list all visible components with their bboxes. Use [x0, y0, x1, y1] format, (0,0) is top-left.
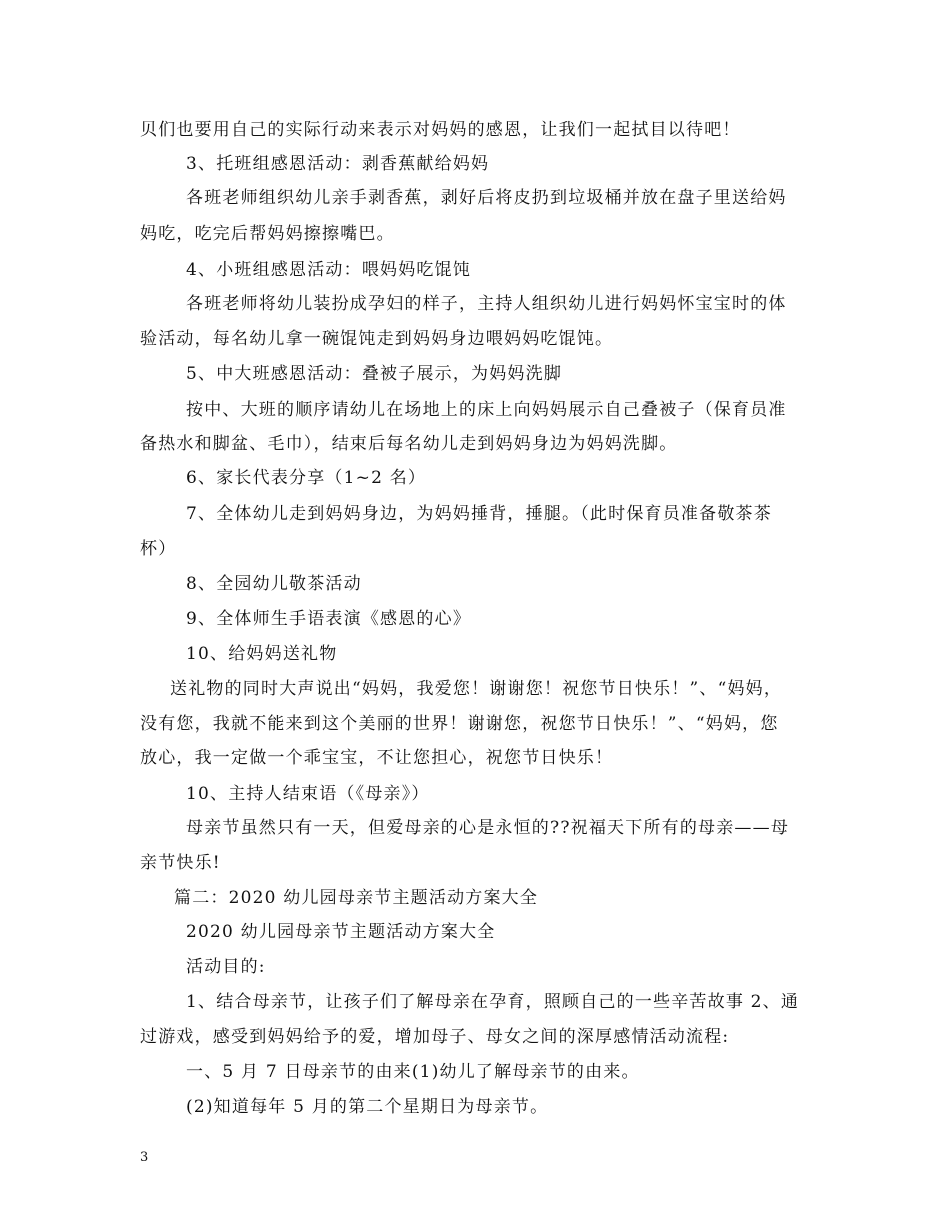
- text-line: 1、结合母亲节，让孩子们了解母亲在孕育，照顾自己的一些辛苦故事 2、通: [186, 992, 800, 1012]
- text-line: 各班老师将幼儿装扮成孕妇的样子，主持人组织幼儿进行妈妈怀宝宝时的体: [186, 294, 787, 314]
- section-heading: 3、托班组感恩活动：剥香蕉献给妈妈: [186, 154, 490, 174]
- section-heading: 6、家长代表分享（1~2 名）: [186, 468, 427, 488]
- section-heading: 9、全体师生手语表演《感恩的心》: [186, 609, 472, 629]
- section-heading: 8、全园幼儿敬茶活动: [186, 574, 362, 594]
- section-heading: 7、全体幼儿走到妈妈身边，为妈妈捶背，捶腿。（此时保育员准备敬茶茶: [186, 504, 772, 524]
- section-heading: 10、给妈妈送礼物: [186, 644, 338, 664]
- text-line: 母亲节虽然只有一天，但爱母亲的心是永恒的??祝福天下所有的母亲——母: [186, 818, 790, 838]
- text-line: 妈吃，吃完后帮妈妈擦擦嘴巴。: [140, 224, 395, 244]
- section-heading: 4、小班组感恩活动：喂妈妈吃馄饨: [186, 260, 472, 280]
- chapter-heading: 篇二：2020 幼儿园母亲节主题活动方案大全: [174, 888, 539, 908]
- text-line: 备热水和脚盆、毛巾），结束后每名幼儿走到妈妈身边为妈妈洗脚。: [140, 434, 678, 454]
- text-line: 一、5 月 7 日母亲节的由来(1)幼儿了解母亲节的由来。: [186, 1062, 640, 1082]
- text-line: 过游戏，感受到妈妈给予的爱，增加母子、母女之间的深厚感情活动流程:: [140, 1027, 730, 1047]
- text-line: 验活动，每名幼儿拿一碗馄饨走到妈妈身边喂妈妈吃馄饨。: [140, 329, 614, 349]
- text-line: 送礼物的同时大声说出“妈妈，我爱您！谢谢您！祝您节日快乐！”、“妈妈，: [170, 679, 783, 699]
- text-line: 放心，我一定做一个乖宝宝，不让您担心，祝您节日快乐！: [140, 748, 614, 768]
- text-line: (2)知道每年 5 月的第二个星期日为母亲节。: [186, 1097, 549, 1117]
- section-heading: 活动目的:: [186, 957, 266, 977]
- section-heading: 10、主持人结束语（《母亲》）: [186, 784, 430, 804]
- text-line: 亲节快乐!: [140, 853, 221, 873]
- page-number: 3: [140, 1150, 149, 1165]
- text-line: 各班老师组织幼儿亲手剥香蕉，剥好后将皮扔到垃圾桶并放在盘子里送给妈: [186, 188, 787, 208]
- text-line: 没有您，我就不能来到这个美丽的世界！谢谢您，祝您节日快乐！”、“妈妈，您: [140, 714, 779, 734]
- text-line: 贝们也要用自己的实际行动来表示对妈妈的感恩，让我们一起拭目以待吧！: [140, 120, 741, 140]
- text-line: 按中、大班的顺序请幼儿在场地上的床上向妈妈展示自己叠被子（保育员准: [186, 400, 787, 420]
- section-heading: 5、中大班感恩活动：叠被子展示，为妈妈洗脚: [186, 364, 563, 384]
- document-title: 2020 幼儿园母亲节主题活动方案大全: [186, 922, 496, 942]
- text-line: 杯）: [140, 539, 177, 559]
